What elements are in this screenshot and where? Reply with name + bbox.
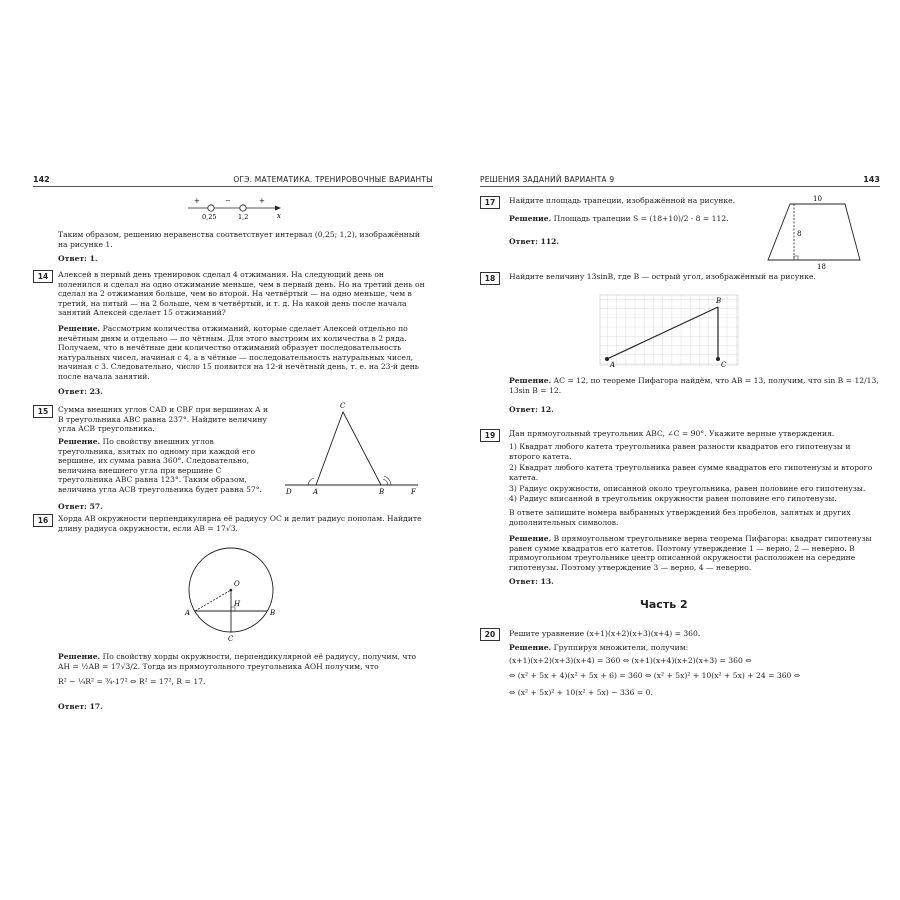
task-14-number: 14 bbox=[33, 270, 53, 283]
center-label-o: O bbox=[234, 580, 240, 588]
solution-label: Решение. bbox=[509, 214, 552, 223]
task-19-number: 19 bbox=[480, 429, 500, 442]
page-number: 142 bbox=[33, 175, 50, 184]
running-title: ОГЭ. МАТЕМАТИКА. ТРЕНИРОВОЧНЫЕ ВАРИАНТЫ bbox=[233, 175, 433, 184]
right-page-header bbox=[480, 172, 880, 187]
point-label-f: F bbox=[411, 488, 416, 496]
axis-variable: x bbox=[277, 212, 281, 220]
trapezoid-figure bbox=[765, 194, 880, 272]
point-label-c: C bbox=[721, 361, 727, 369]
running-title: РЕШЕНИЯ ЗАДАНИЙ ВАРИАНТА 9 bbox=[480, 175, 615, 184]
solution-label: Решение. bbox=[509, 643, 552, 652]
solution-label: Решение. bbox=[509, 534, 552, 543]
left-page bbox=[33, 172, 433, 732]
solution-text: В прямоугольном треугольнике верна теорема Пифагора: квадрат гипотенузы равен сумме квадратов его катетов. Поэтому утверждение 1 — верно, 2 — неверно. В прямоугольном треугольнике центр описанной окружности расположен на середине гипотенузы. Поэтому утверждение 3 — верно, 4 — неверно. bbox=[509, 534, 872, 572]
solution-text: Группируя множители, получим: bbox=[553, 643, 689, 652]
sign-plus-right: + bbox=[259, 197, 265, 205]
point-label-d: D bbox=[286, 488, 292, 496]
task-16-number: 16 bbox=[33, 514, 53, 527]
intro-text: Таким образом, решению неравенства соответствует интервал (0,25; 1,2), изображённый на рисунке 1. bbox=[58, 230, 420, 249]
task-16-question: Хорда AB окружности перпендикулярна её радиусу OC и делит радиус пополам. Найдите длину радиуса окружности, если AB = 17√3. bbox=[58, 514, 422, 533]
solution-text: AC = 12, по теореме Пифагора найдём, что AB = 13, получим, что sin B = 12/13, 13sin B = 12. bbox=[509, 376, 879, 395]
task-17-question: Найдите площадь трапеции, изображённой на рисунке. bbox=[509, 196, 736, 205]
top-base-label: 10 bbox=[813, 195, 822, 203]
task-16-answer: Ответ: 17. bbox=[58, 702, 103, 711]
task-15-question: Сумма внешних углов CAD и CBF при вершинах A и B треугольника ABC равна 237°. Найдите величину угла ACB треугольника. bbox=[58, 405, 269, 434]
triangle-figure bbox=[283, 400, 423, 498]
point-label-b: B bbox=[270, 609, 276, 617]
point-label-c: C bbox=[228, 635, 234, 643]
solution-label: Решение. bbox=[58, 437, 101, 446]
task-20-question: Решите уравнение (x+1)(x+2)(x+3)(x+4) = 360. bbox=[509, 629, 701, 638]
task-19-answer: Ответ: 13. bbox=[509, 577, 554, 586]
task-16-solution-formula: R² − ¼R² = ¾·17² ⇔ R² = 17², R = 17. bbox=[58, 677, 206, 686]
task-14-question: Алексей в первый день тренировок сделал 4 отжимания. На следующий день он поленился и сделал на одно отжимание меньше, чем в первый день. Но на третий день он сделал на 2 отжимания больше, чем во второй. На четвёртый — на одно меньше, чем в третий, на пятый — на 2 больше, чем в четвёртый, и т. д. На какой день после начала занятий Алексей сделает 15 отжиманий? bbox=[58, 270, 425, 318]
right-page bbox=[480, 172, 880, 732]
equation-line-1: (x+1)(x+2)(x+3)(x+4) = 360 ⇔ (x+1)(x+4)(x+2)(x+3) = 360 ⇔ bbox=[509, 656, 752, 665]
solution-text: Рассмотрим количества отжиманий, которые сделает Алексей отдельно по нечётным дням и отдельно — по чётным. Для этого выстроим их количества в 2 ряда. Получаем, что в нечётные дни количество отжиманий образует последовательность натуральных чисел, начиная с 4, а в чётные — последовательность натуральных чисел, начиная с 3. Следовательно, число 15 появится на 12-й нечётный день, т. е. на 23-й день после начала занятий. bbox=[58, 324, 419, 381]
task-16-solution bbox=[58, 652, 428, 671]
statement-2: 2) Квадрат любого катета треугольника равен сумме квадратов его гипотенузы и второго катета. bbox=[509, 463, 873, 482]
vertex-label-a: A bbox=[313, 488, 319, 496]
page-number: 143 bbox=[863, 175, 880, 184]
task-20-solution bbox=[509, 643, 879, 653]
task-17-solution bbox=[509, 214, 769, 224]
point-label-a: A bbox=[185, 609, 191, 617]
solution-text: По свойству хорды окружности, перпендикулярной её радиусу, получим, что AH = ½AB = 17√3/2. Тогда из прямоугольного треугольника AOH получим, что bbox=[58, 652, 417, 671]
solution-label: Решение. bbox=[509, 376, 552, 385]
task-19-question: Дан прямоугольный треугольник ABC, ∠C = 90°. Укажите верные утверждения. bbox=[509, 429, 835, 438]
solution-label: Решение. bbox=[58, 324, 101, 333]
task-18-number: 18 bbox=[480, 272, 500, 285]
equation-line-3: ⇔ (x² + 5x)² + 10(x² + 5x) − 336 = 0. bbox=[509, 688, 653, 697]
task-17-number: 17 bbox=[480, 196, 500, 209]
vertex-label-c: C bbox=[340, 402, 346, 410]
equation-line-2: ⇔ (x² + 5x + 4)(x² + 5x + 6) = 360 ⇔ (x² + 5x)² + 10(x² + 5x) + 24 = 360 ⇔ bbox=[509, 671, 801, 680]
tick-label-2: 1,2 bbox=[238, 213, 249, 221]
solution-text: Площадь трапеции S = (18+10)/2 · 8 = 112. bbox=[553, 214, 729, 223]
solution-text: По свойству внешних углов треугольника, взятых по одному при каждой его вершине, их сумма равна 360°. Следовательно, величина внешнего угла при вершине C треугольника ABC равна 123°. Таким образом, величина угла ACB треугольника будет равна 57°. bbox=[58, 437, 262, 494]
task-19-instruction: В ответе запишите номера выбранных утверждений без пробелов, запятых и других дополнительных символов. bbox=[509, 508, 851, 527]
task-18-answer: Ответ: 12. bbox=[509, 405, 554, 414]
solution-label: Решение. bbox=[58, 652, 101, 661]
part-2-heading: Часть 2 bbox=[640, 598, 688, 611]
number-line-figure bbox=[183, 194, 293, 224]
tick-label-1: 0,25 bbox=[202, 213, 217, 221]
left-page-header bbox=[33, 172, 433, 187]
grid-figure bbox=[598, 290, 748, 370]
intro-answer: Ответ: 1. bbox=[58, 254, 98, 263]
point-label-b: B bbox=[716, 297, 722, 305]
bottom-base-label: 18 bbox=[817, 263, 826, 271]
statement-3: 3) Радиус окружности, описанной около треугольника, равен половине его гипотенузы. bbox=[509, 484, 866, 493]
statement-1: 1) Квадрат любого катета треугольника равен разности квадратов его гипотенузы и второго катета. bbox=[509, 442, 851, 461]
point-label-a: A bbox=[610, 361, 616, 369]
circle-figure bbox=[173, 538, 283, 643]
task-20-number: 20 bbox=[480, 628, 500, 641]
point-label-h: H bbox=[234, 600, 241, 608]
task-14-answer: Ответ: 23. bbox=[58, 387, 103, 396]
task-15-answer: Ответ: 57. bbox=[58, 502, 103, 511]
height-label: 8 bbox=[797, 230, 802, 238]
task-17-answer: Ответ: 112. bbox=[509, 237, 560, 246]
task-18-solution bbox=[509, 376, 879, 395]
task-19-solution bbox=[509, 534, 879, 572]
task-15-number: 15 bbox=[33, 405, 53, 418]
task-15-solution bbox=[58, 437, 273, 495]
sign-minus: − bbox=[225, 197, 231, 205]
vertex-label-b: B bbox=[379, 488, 385, 496]
task-14-solution bbox=[58, 324, 428, 382]
task-18-question: Найдите величину 13sinB, где B — острый угол, изображённый на рисунке. bbox=[509, 272, 816, 281]
statement-4: 4) Радиус вписанной в треугольник окружности равен половине его гипотенузы. bbox=[509, 494, 837, 503]
sign-plus-left: + bbox=[194, 197, 200, 205]
